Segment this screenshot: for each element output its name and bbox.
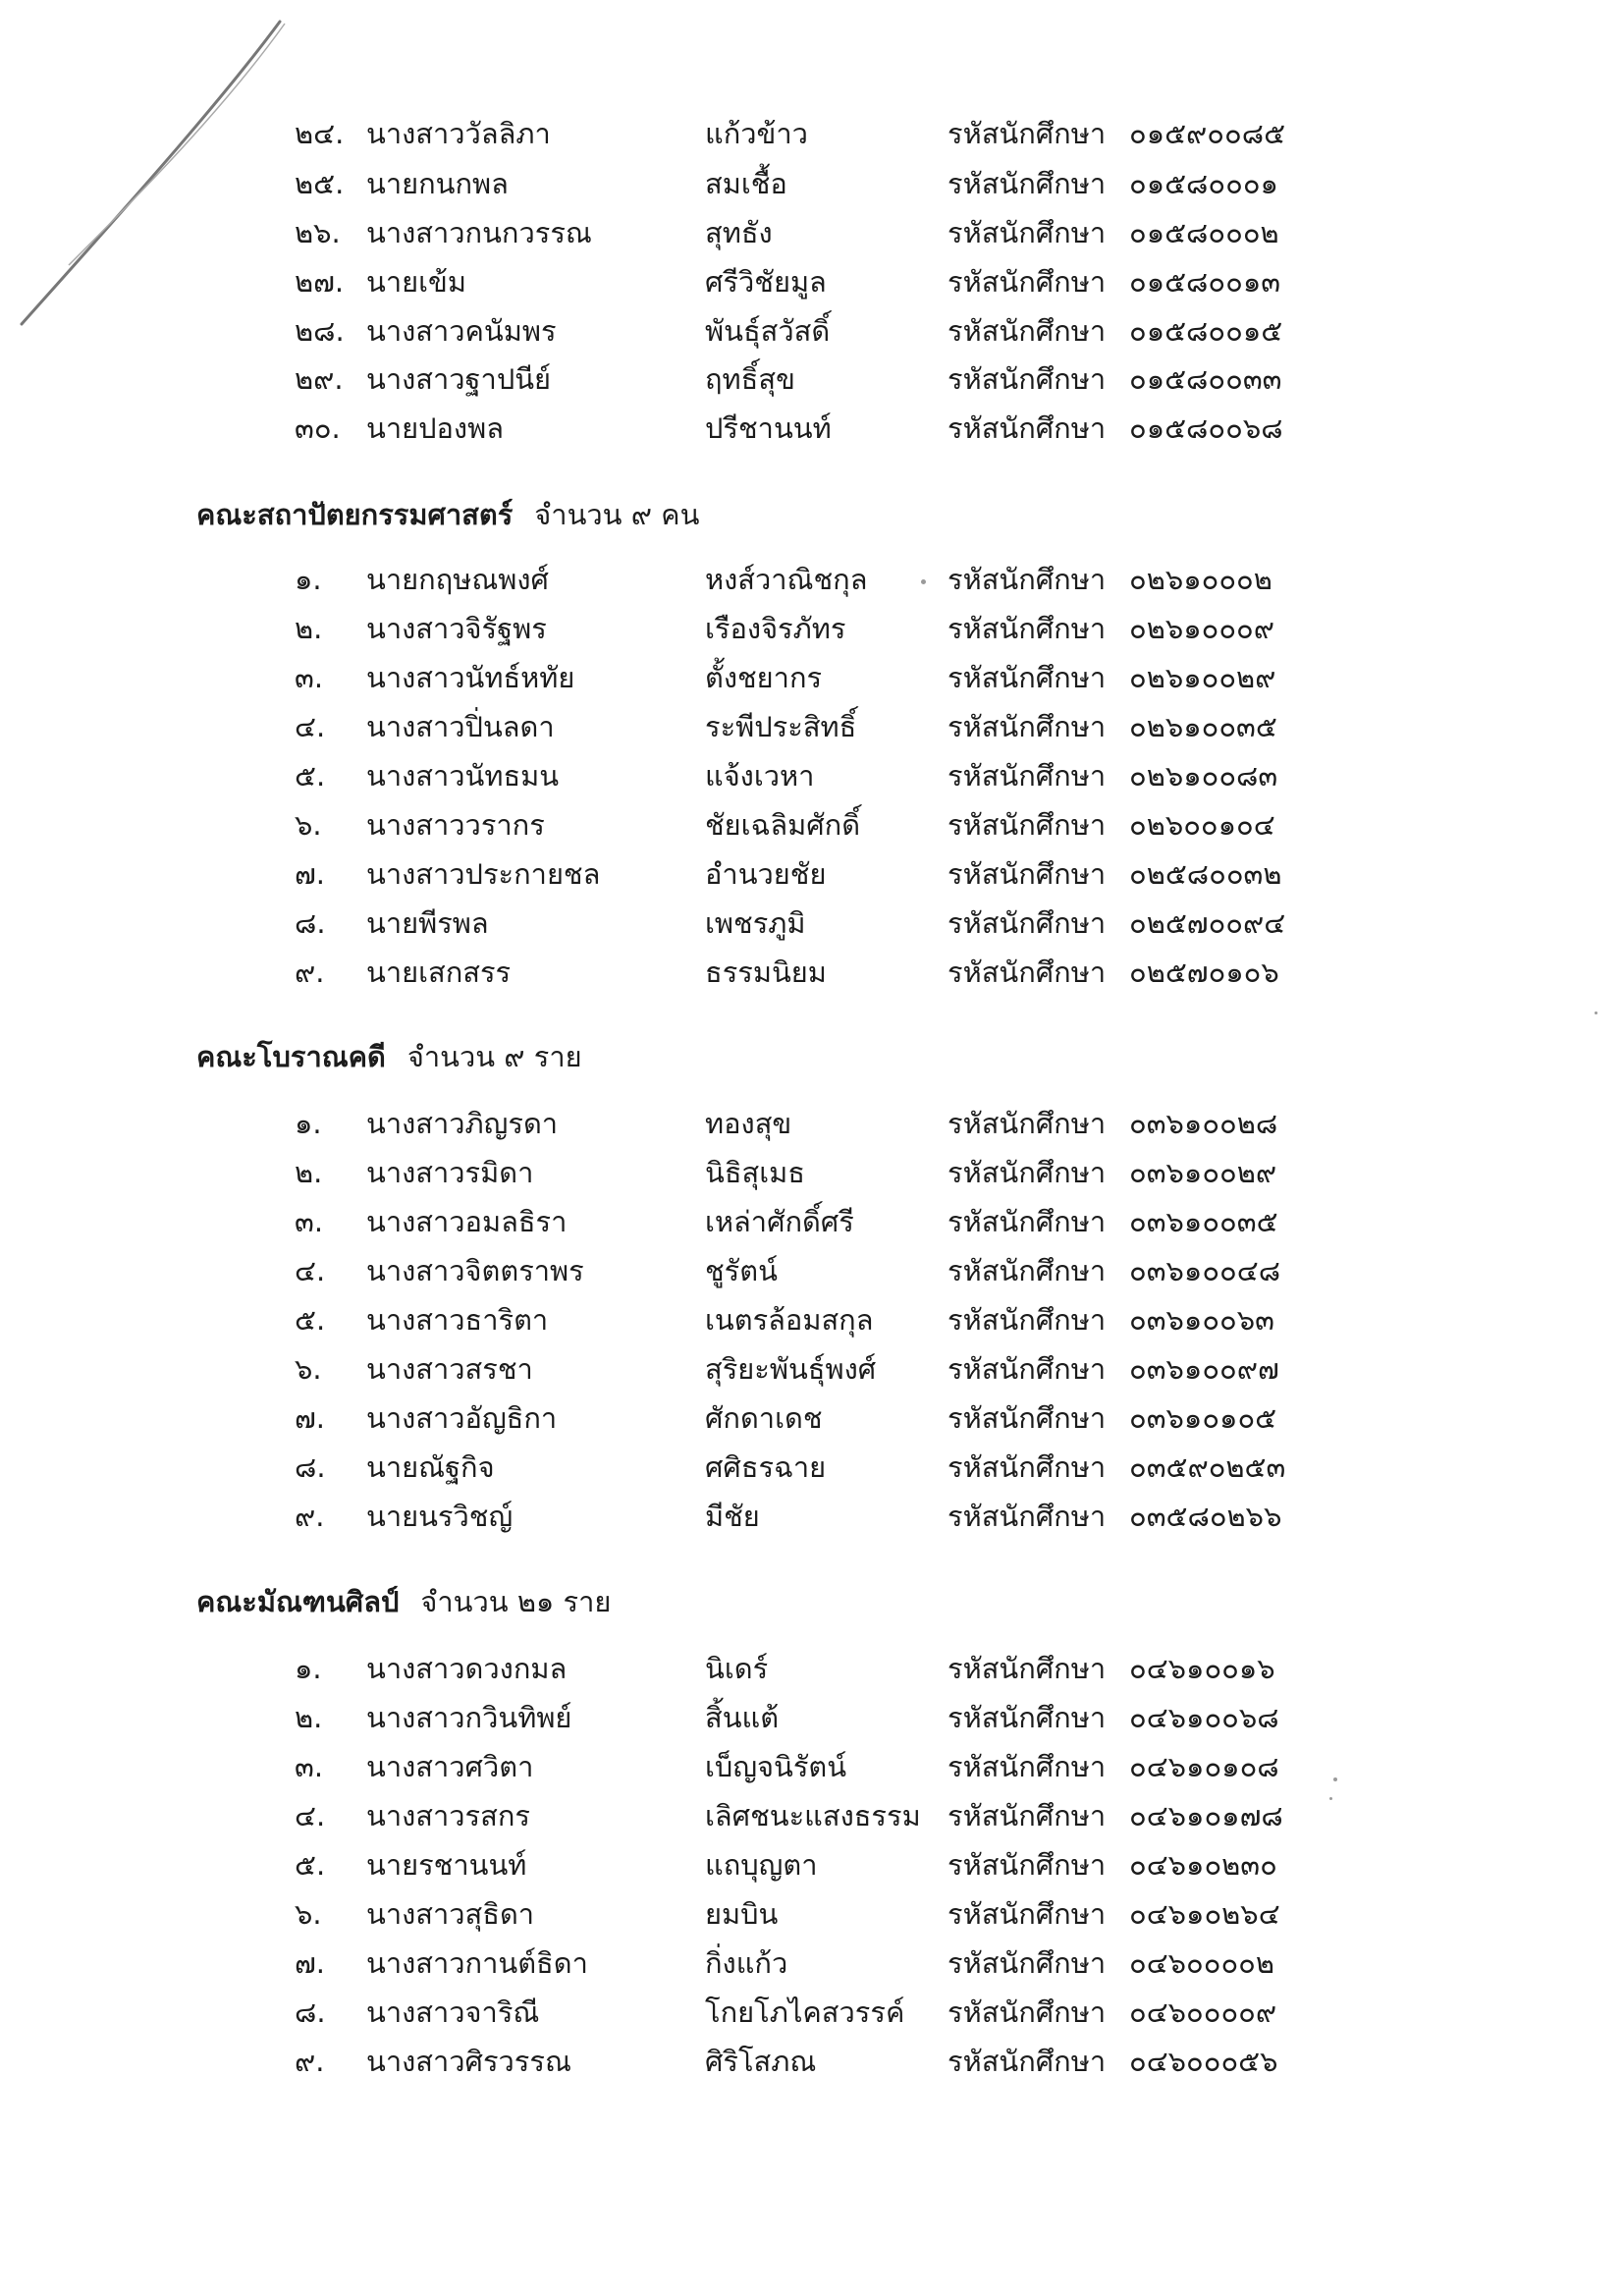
student-surname: โกยโภไคสวรรค์ xyxy=(705,1995,905,2029)
student-surname: ชัยเฉลิมศักดิ์ xyxy=(705,808,861,842)
student-id-label: รหัสนักศึกษา xyxy=(947,362,1107,396)
student-id-label: รหัสนักศึกษา xyxy=(947,563,1107,596)
student-surname: ยมบิน xyxy=(705,1897,779,1931)
student-surname: ศรีวิชัยมูล xyxy=(705,265,827,299)
row-number: ๔. xyxy=(295,1799,326,1832)
student-row xyxy=(0,852,1624,896)
faculty-name: คณะโบราณคดี xyxy=(196,1040,386,1073)
student-surname: ศักดาเดช xyxy=(705,1401,823,1435)
student-id-label: รหัสนักศึกษา xyxy=(947,1897,1107,1931)
student-row xyxy=(0,260,1624,303)
student-id-label: รหัสนักศึกษา xyxy=(947,1500,1107,1533)
student-row xyxy=(0,656,1624,699)
faculty-name: คณะสถาปัตยกรรมศาสตร์ xyxy=(196,498,514,531)
student-row xyxy=(0,1347,1624,1391)
student-id: ๐๑๕๘๐๐๐๑ xyxy=(1129,167,1278,200)
student-name: นางสาวอัญธิกา xyxy=(366,1401,558,1435)
student-surname: เรืองจิรภัทร xyxy=(705,612,846,645)
row-number: ๙. xyxy=(295,1500,325,1533)
row-number: ๙. xyxy=(295,956,325,989)
student-name: นางสาวดวงกมล xyxy=(366,1652,568,1685)
student-surname: สมเชื้อ xyxy=(705,167,787,200)
student-surname: เบ็ญจนิรัตน์ xyxy=(705,1750,847,1783)
student-id: ๐๓๖๑๐๑๐๕ xyxy=(1129,1401,1277,1435)
student-surname: แก้วข้าว xyxy=(705,117,808,150)
row-number: ๕. xyxy=(295,1303,326,1337)
student-id: ๐๓๖๑๐๐๙๗ xyxy=(1129,1352,1279,1386)
student-surname: ปรีชานนท์ xyxy=(705,411,832,445)
student-row xyxy=(0,1102,1624,1145)
student-row xyxy=(0,1991,1624,2034)
row-number: ๒๕. xyxy=(295,167,345,200)
student-row xyxy=(0,705,1624,748)
student-surname: สุทธัง xyxy=(705,216,773,249)
student-surname: ศิริโสภณ xyxy=(705,2045,817,2078)
student-name: นายกนกพล xyxy=(366,167,509,200)
student-id: ๐๑๕๙๐๐๘๕ xyxy=(1129,117,1286,150)
student-surname: อำนวยชัย xyxy=(705,857,827,891)
student-row xyxy=(0,1249,1624,1292)
student-surname: กิ่งแก้ว xyxy=(705,1946,788,1980)
faculty-heading xyxy=(196,491,699,538)
student-id-label: รหัสนักศึกษา xyxy=(947,1352,1107,1386)
student-name: นางสาวศิรวรรณ xyxy=(366,2045,571,2078)
student-row xyxy=(0,902,1624,945)
student-name: นางสาวจิรัฐพร xyxy=(366,612,547,645)
student-name: นางสาวอมลธิรา xyxy=(366,1205,568,1238)
row-number: ๓. xyxy=(295,661,324,694)
student-id: ๐๒๕๘๐๐๓๒ xyxy=(1129,857,1282,891)
row-number: ๒๗. xyxy=(295,265,345,299)
student-row xyxy=(0,1794,1624,1837)
row-number: ๒๔. xyxy=(295,117,345,150)
student-row xyxy=(0,112,1624,155)
student-name: นายเข้ม xyxy=(366,265,466,299)
student-id: ๐๑๕๘๐๐๖๘ xyxy=(1129,411,1283,445)
student-id: ๐๒๖๑๐๐๐๙ xyxy=(1129,612,1274,645)
student-row xyxy=(0,1843,1624,1886)
student-row xyxy=(0,558,1624,601)
student-row xyxy=(0,1396,1624,1440)
row-number: ๗. xyxy=(295,857,326,891)
student-id-label: รหัสนักศึกษา xyxy=(947,1750,1107,1783)
student-id-label: รหัสนักศึกษา xyxy=(947,1205,1107,1238)
student-row xyxy=(0,754,1624,797)
student-name: นางสาวปิ่นลดา xyxy=(366,710,555,743)
row-number: ๓๐. xyxy=(295,411,341,445)
student-surname: นิธิสุเมธ xyxy=(705,1156,805,1189)
student-name: นางสาวจิตตราพร xyxy=(366,1254,584,1287)
student-id-label: รหัสนักศึกษา xyxy=(947,411,1107,445)
row-number: ๒. xyxy=(295,1701,323,1734)
row-number: ๗. xyxy=(295,1401,326,1435)
student-id-label: รหัสนักศึกษา xyxy=(947,1652,1107,1685)
student-id-label: รหัสนักศึกษา xyxy=(947,612,1107,645)
student-id: ๐๑๕๘๐๐๑๓ xyxy=(1129,265,1281,299)
row-number: ๔. xyxy=(295,1254,326,1287)
row-number: ๘. xyxy=(295,1450,326,1484)
student-id: ๐๓๖๑๐๐๔๘ xyxy=(1129,1254,1281,1287)
student-id-label: รหัสนักศึกษา xyxy=(947,1946,1107,1980)
student-surname: พันธุ์สวัสดิ์ xyxy=(705,314,831,348)
student-row xyxy=(0,357,1624,401)
row-number: ๒๙. xyxy=(295,362,344,396)
row-number: ๒. xyxy=(295,1156,323,1189)
student-row xyxy=(0,1495,1624,1538)
faculty-heading xyxy=(196,1033,582,1080)
student-name: นายนรวิชญ์ xyxy=(366,1500,514,1533)
row-number: ๑. xyxy=(295,563,322,596)
student-name: นางสาวจาริณี xyxy=(366,1995,540,2029)
student-row xyxy=(0,309,1624,353)
student-id-label: รหัสนักศึกษา xyxy=(947,117,1107,150)
student-surname: เพชรภูมิ xyxy=(705,906,806,940)
student-id-label: รหัสนักศึกษา xyxy=(947,1107,1107,1140)
row-number: ๙. xyxy=(295,2045,325,2078)
student-id-label: รหัสนักศึกษา xyxy=(947,265,1107,299)
row-number: ๑. xyxy=(295,1652,322,1685)
row-number: ๖. xyxy=(295,1352,322,1386)
student-row xyxy=(0,1151,1624,1194)
student-row xyxy=(0,2040,1624,2083)
student-name: นางสาวฐาปนีย์ xyxy=(366,362,552,396)
student-surname: ฤทธิ์สุข xyxy=(705,362,795,396)
student-id: ๐๒๖๑๐๐๒๙ xyxy=(1129,661,1276,694)
student-surname: ธรรมนิยม xyxy=(705,956,827,989)
student-name: นางสาวกวินทิพย์ xyxy=(366,1701,572,1734)
student-id-label: รหัสนักศึกษา xyxy=(947,2045,1107,2078)
student-id-label: รหัสนักศึกษา xyxy=(947,314,1107,348)
student-id-label: รหัสนักศึกษา xyxy=(947,857,1107,891)
faculty-heading xyxy=(196,1578,611,1625)
student-id-label: รหัสนักศึกษา xyxy=(947,1799,1107,1832)
student-row xyxy=(0,1941,1624,1985)
faculty-name: คณะมัณฑนศิลป์ xyxy=(196,1585,400,1618)
student-surname: ตั้งชยากร xyxy=(705,661,823,694)
student-row xyxy=(0,1745,1624,1788)
student-name: นางสาวประกายชล xyxy=(366,857,601,891)
student-surname: เหล่าศักดิ์ศรี xyxy=(705,1205,854,1238)
student-row xyxy=(0,951,1624,994)
student-name: นายปองพล xyxy=(366,411,504,445)
faculty-count: จำนวน ๒๑ ราย xyxy=(420,1585,612,1618)
student-surname: ชูรัตน์ xyxy=(705,1254,778,1287)
student-id: ๐๓๖๑๐๐๓๕ xyxy=(1129,1205,1278,1238)
student-name: นางสาวศวิตา xyxy=(366,1750,534,1783)
student-name: นางสาวสุธิดา xyxy=(366,1897,535,1931)
student-surname: นิเดร์ xyxy=(705,1652,769,1685)
faculty-count: จำนวน ๙ คน xyxy=(534,498,700,531)
student-id: ๐๔๖๑๐๐๖๘ xyxy=(1129,1701,1279,1734)
student-id-label: รหัสนักศึกษา xyxy=(947,710,1107,743)
student-id: ๐๓๕๘๐๒๖๖ xyxy=(1129,1500,1282,1533)
student-row xyxy=(0,162,1624,205)
student-name: นายณัฐกิจ xyxy=(366,1450,495,1484)
student-surname: เนตรล้อมสกุล xyxy=(705,1303,874,1337)
student-row xyxy=(0,1647,1624,1690)
student-surname: ศศิธรฉาย xyxy=(705,1450,827,1484)
student-name: นางสาวรสกร xyxy=(366,1799,530,1832)
student-name: นางสาวธาริตา xyxy=(366,1303,549,1337)
student-id: ๐๔๖๐๐๐๐๙ xyxy=(1129,1995,1277,2029)
student-id-label: รหัสนักศึกษา xyxy=(947,1450,1107,1484)
student-name: นางสาวภิญรดา xyxy=(366,1107,559,1140)
student-row xyxy=(0,607,1624,650)
row-number: ๖. xyxy=(295,1897,322,1931)
row-number: ๒. xyxy=(295,612,323,645)
student-name: นางสาวรมิดา xyxy=(366,1156,534,1189)
student-id: ๐๓๖๑๐๐๖๓ xyxy=(1129,1303,1274,1337)
student-name: นายพีรพล xyxy=(366,906,489,940)
student-id: ๐๔๖๑๐๑๗๘ xyxy=(1129,1799,1283,1832)
student-id: ๐๔๖๐๐๐๕๖ xyxy=(1129,2045,1278,2078)
row-number: ๒๘. xyxy=(295,314,345,348)
student-row xyxy=(0,1200,1624,1243)
student-id: ๐๑๕๘๐๐๑๕ xyxy=(1129,314,1283,348)
scan-speck xyxy=(1595,1011,1597,1014)
student-surname: แถบุญตา xyxy=(705,1848,818,1882)
student-id: ๐๔๖๑๐๐๑๖ xyxy=(1129,1652,1275,1685)
student-row xyxy=(0,803,1624,847)
student-id: ๐๑๕๘๐๐๓๓ xyxy=(1129,362,1282,396)
student-name: นางสาวกนกวรรณ xyxy=(366,216,592,249)
row-number: ๑. xyxy=(295,1107,322,1140)
student-id-label: รหัสนักศึกษา xyxy=(947,167,1107,200)
student-name: นายรชานนท์ xyxy=(366,1848,527,1882)
student-surname: ระพีประสิทธิ์ xyxy=(705,710,857,743)
student-id: ๐๔๖๑๐๒๓๐ xyxy=(1129,1848,1277,1882)
row-number: ๔. xyxy=(295,710,326,743)
student-id: ๐๑๕๘๐๐๐๒ xyxy=(1129,216,1279,249)
student-id: ๐๒๖๐๐๑๐๔ xyxy=(1129,808,1275,842)
row-number: ๗. xyxy=(295,1946,326,1980)
student-id: ๐๔๖๑๐๑๐๘ xyxy=(1129,1750,1279,1783)
student-surname: มีชัย xyxy=(705,1500,760,1533)
student-id: ๐๒๖๑๐๐๘๓ xyxy=(1129,759,1278,793)
student-id-label: รหัสนักศึกษา xyxy=(947,1156,1107,1189)
student-row xyxy=(0,1696,1624,1739)
student-name: นางสาวคนัมพร xyxy=(366,314,557,348)
student-id: ๐๓๖๑๐๐๒๘ xyxy=(1129,1107,1278,1140)
student-id: ๐๒๕๗๐๐๙๔ xyxy=(1129,906,1286,940)
student-surname: สิ้นแต้ xyxy=(705,1701,780,1734)
student-row xyxy=(0,1298,1624,1341)
student-surname: หงส์วาณิชกุล xyxy=(705,563,868,596)
student-id-label: รหัสนักศึกษา xyxy=(947,216,1107,249)
student-row xyxy=(0,407,1624,450)
student-surname: แจ้งเวหา xyxy=(705,759,815,793)
student-name: นางสาวกานต์ธิดา xyxy=(366,1946,588,1980)
student-id: ๐๒๖๑๐๐๐๒ xyxy=(1129,563,1272,596)
student-name: นายเสกสรร xyxy=(366,956,512,989)
student-surname: ทองสุข xyxy=(705,1107,792,1140)
student-id-label: รหัสนักศึกษา xyxy=(947,808,1107,842)
student-row xyxy=(0,1892,1624,1936)
student-id-label: รหัสนักศึกษา xyxy=(947,906,1107,940)
student-id-label: รหัสนักศึกษา xyxy=(947,1254,1107,1287)
student-row xyxy=(0,211,1624,254)
student-name: นางสาววัลลิภา xyxy=(366,117,551,150)
student-id-label: รหัสนักศึกษา xyxy=(947,1401,1107,1435)
faculty-count: จำนวน ๙ ราย xyxy=(406,1040,582,1073)
student-id-label: รหัสนักศึกษา xyxy=(947,759,1107,793)
student-id-label: รหัสนักศึกษา xyxy=(947,1303,1107,1337)
student-id: ๐๓๕๙๐๒๕๓ xyxy=(1129,1450,1286,1484)
student-name: นางสาวนัทธ์หทัย xyxy=(366,661,575,694)
student-row xyxy=(0,1446,1624,1489)
student-id-label: รหัสนักศึกษา xyxy=(947,1995,1107,2029)
row-number: ๖. xyxy=(295,808,322,842)
row-number: ๓. xyxy=(295,1750,324,1783)
row-number: ๘. xyxy=(295,1995,326,2029)
row-number: ๕. xyxy=(295,759,326,793)
student-id: ๐๓๖๑๐๐๒๙ xyxy=(1129,1156,1277,1189)
student-surname: สุริยะพันธุ์พงศ์ xyxy=(705,1352,877,1386)
row-number: ๒๖. xyxy=(295,216,341,249)
row-number: ๓. xyxy=(295,1205,324,1238)
student-id-label: รหัสนักศึกษา xyxy=(947,956,1107,989)
student-id: ๐๒๖๑๐๐๓๕ xyxy=(1129,710,1277,743)
student-name: นางสาววรากร xyxy=(366,808,545,842)
student-name: นายกฤษณพงศ์ xyxy=(366,563,549,596)
student-name: นางสาวนัทธมน xyxy=(366,759,560,793)
student-id-label: รหัสนักศึกษา xyxy=(947,661,1107,694)
student-id-label: รหัสนักศึกษา xyxy=(947,1848,1107,1882)
student-name: นางสาวสรชา xyxy=(366,1352,533,1386)
row-number: ๘. xyxy=(295,906,326,940)
student-surname: เลิศชนะแสงธรรม xyxy=(705,1799,921,1832)
row-number: ๕. xyxy=(295,1848,326,1882)
student-id: ๐๔๖๐๐๐๐๒ xyxy=(1129,1946,1274,1980)
student-id: ๐๒๕๗๐๑๐๖ xyxy=(1129,956,1279,989)
student-id: ๐๔๖๑๐๒๖๔ xyxy=(1129,1897,1280,1931)
student-id-label: รหัสนักศึกษา xyxy=(947,1701,1107,1734)
